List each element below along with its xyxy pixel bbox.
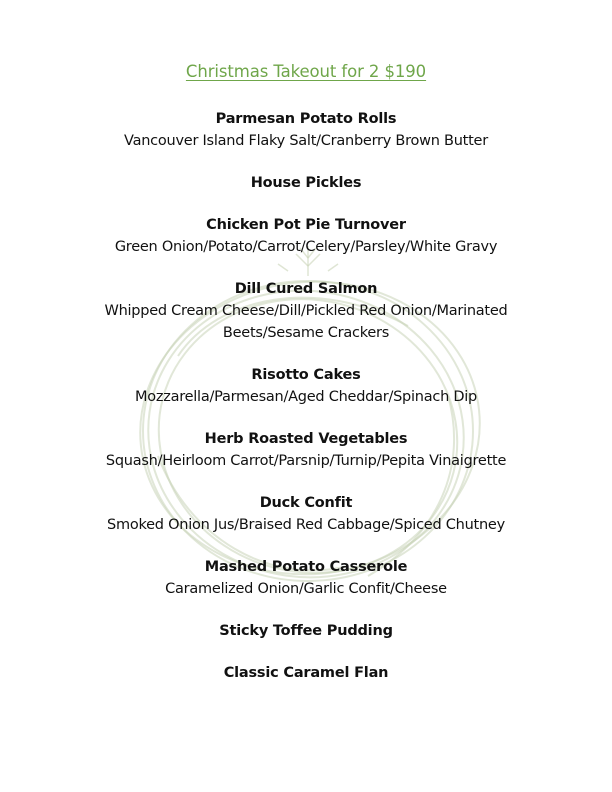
menu-item [0,662,612,684]
menu-item-name: Classic Caramel Flan [223,665,389,681]
menu-item-name: Risotto Cakes [251,367,361,383]
menu-item-description: Green Onion/Potato/Carrot/Celery/Parsley/White Gravy [114,239,498,255]
menu-item [0,172,612,194]
menu-item-name: Sticky Toffee Pudding [219,623,393,639]
menu-item [0,556,612,600]
menu-item-description: Caramelized Onion/Garlic Confit/Cheese [165,581,447,597]
menu-item-description: Smoked Onion Jus/Braised Red Cabbage/Spiced Chutney [107,517,505,533]
menu [0,60,612,704]
menu-item [0,492,612,536]
menu-item-name: Duck Confit [259,495,353,511]
menu-item-name: Dill Cured Salmon [234,281,378,297]
menu-item [0,620,612,642]
menu-item [0,364,612,408]
menu-item-description: Vancouver Island Flaky Salt/Cranberry Brown Butter [124,133,488,149]
menu-item-description: Whipped Cream Cheese/Dill/Pickled Red Onion/Marinated Beets/Sesame Crackers [104,303,508,341]
menu-item [0,428,612,472]
menu-title: Christmas Takeout for 2 $190 [185,62,427,81]
menu-item-name: House Pickles [250,175,362,191]
menu-item-name: Mashed Potato Casserole [204,559,408,575]
menu-item [0,108,612,152]
menu-item-name: Parmesan Potato Rolls [215,111,397,127]
menu-item-name: Herb Roasted Vegetables [204,431,408,447]
menu-item-name: Chicken Pot Pie Turnover [206,217,406,233]
menu-item-description: Mozzarella/Parmesan/Aged Cheddar/Spinach Dip [134,389,478,405]
menu-item [0,214,612,258]
menu-item-description: Squash/Heirloom Carrot/Parsnip/Turnip/Pepita Vinaigrette [105,453,507,469]
menu-item [0,278,612,344]
